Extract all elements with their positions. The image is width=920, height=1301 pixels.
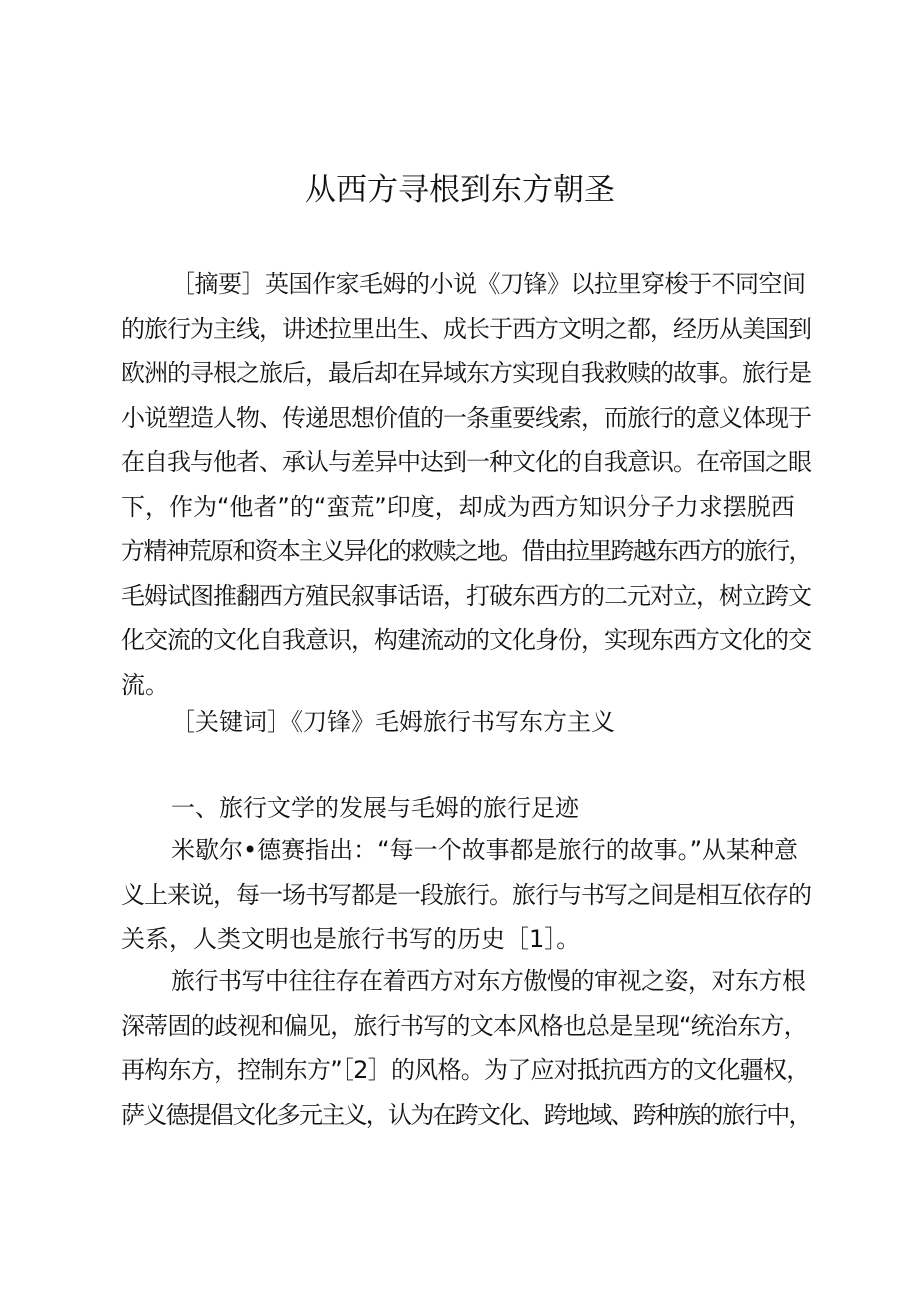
body-paragraph-2 [121, 959, 811, 1137]
abstract-line: 欧洲的寻根之旅后，最后却在异域东方实现自我救赎的故事。旅行是 [121, 359, 811, 387]
section-heading: 一、旅行文学的发展与毛姆的旅行足迹 [171, 794, 579, 822]
abstract-line: 方精神荒原和资本主义异化的救赎之地。借由拉里跨越东西方的旅行， [121, 537, 811, 565]
abstract-line: 的旅行为主线，讲述拉里出生、成长于西方文明之都，经历从美国到 [121, 314, 811, 343]
paragraph-line: 米歇尔•德赛指出：“每一个故事都是旅行的故事。”从某种意 [171, 836, 799, 864]
abstract-line: 毛姆试图推翻西方殖民叙事话语，打破东西方的二元对立，树立跨文 [121, 581, 811, 610]
abstract-line: 下，作为“他者”的“蛮荒”印度，却成为西方知识分子力求摆脱西 [121, 492, 795, 521]
abstract-paragraph [121, 262, 811, 707]
abstract-line: 在自我与他者、承认与差异中达到一种文化的自我意识。在帝国之眼 [121, 448, 811, 476]
paragraph-line: 再构东方，控制东方”［2］的风格。为了应对抵抗西方的文化疆权， [121, 1056, 810, 1084]
body-paragraph-1 [121, 828, 811, 962]
paragraph-line: 深蒂固的歧视和偏见，旅行书写的文本风格也总是呈现“统治东方， [121, 1011, 807, 1040]
paragraph-line: 关系，人类文明也是旅行书写的历史［1］。 [121, 925, 581, 953]
abstract-line: 流。 [121, 670, 169, 699]
document-title: 从西方寻根到东方朝圣 [305, 172, 615, 208]
paragraph-line: 萨义德提倡文化多元主义，认为在跨文化、跨地域、跨种族的旅行中， [121, 1100, 811, 1129]
keywords-line: ［关键词］《刀锋》毛姆旅行书写东方主义 [171, 708, 615, 736]
abstract-line: ［摘要］英国作家毛姆的小说《刀锋》以拉里穿梭于不同空间 [171, 270, 806, 298]
paragraph-line: 义上来说，每一场书写都是一段旅行。旅行与书写之间是相互依存的 [121, 880, 811, 909]
abstract-line: 化交流的文化自我意识，构建流动的文化身份，实现东西方文化的交 [121, 626, 811, 654]
abstract-line: 小说塑造人物、传递思想价值的一条重要线索，而旅行的意义体现于 [121, 403, 811, 432]
paragraph-line: 旅行书写中往往存在着西方对东方傲慢的审视之姿，对东方根 [171, 967, 806, 995]
